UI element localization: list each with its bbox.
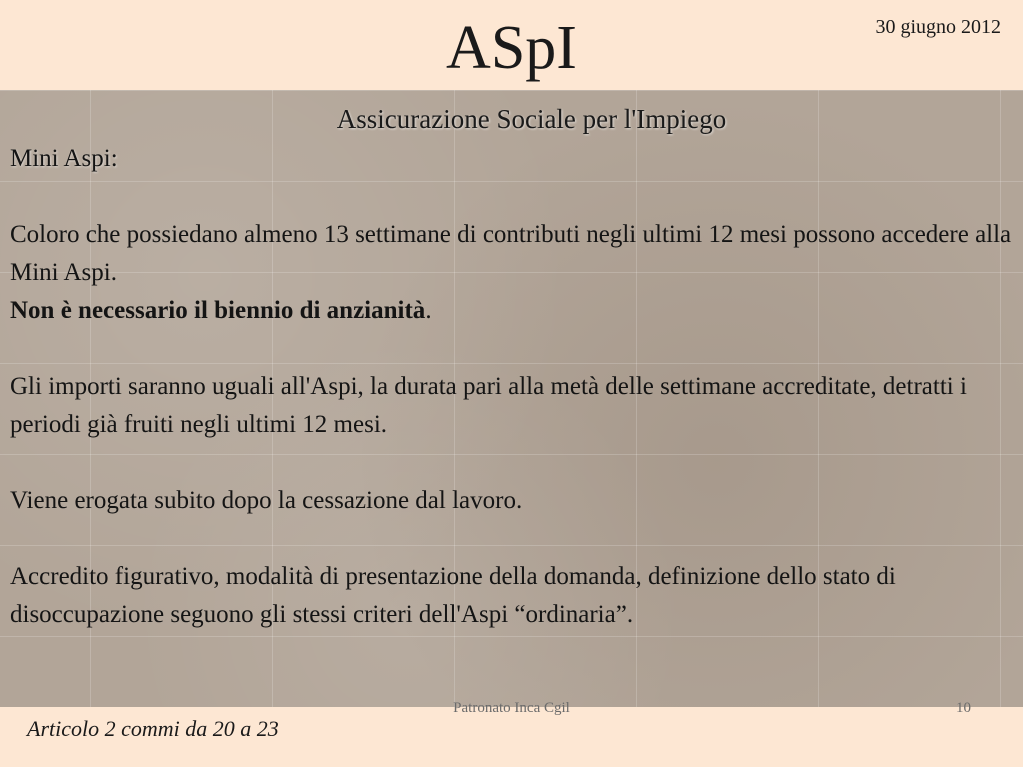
spacer bbox=[10, 520, 1018, 558]
spacer bbox=[10, 444, 1018, 482]
footer-organization: Patronato Inca Cgil bbox=[453, 700, 570, 716]
page-number: 10 bbox=[956, 700, 971, 716]
slide-subtitle: Assicurazione Sociale per l'Impiego bbox=[336, 104, 727, 134]
legal-reference: Articolo 2 commi da 20 a 23 bbox=[27, 716, 279, 741]
slide-content bbox=[10, 140, 1018, 634]
slide-title: ASpI bbox=[446, 14, 577, 82]
slide-date: 30 giugno 2012 bbox=[875, 16, 1001, 38]
spacer bbox=[10, 330, 1018, 368]
paragraph-criteria: Accredito figurativo, modalità di presentazione della domanda, definizione dello stato di disoccupazione seguono gli stessi criteri dell'Aspi “ordinaria”. bbox=[10, 563, 896, 628]
period: . bbox=[425, 297, 432, 324]
paragraph-seniority bbox=[10, 292, 1018, 330]
bold-statement: Non è necessario il biennio di anzianità bbox=[10, 297, 426, 324]
section-heading: Mini Aspi: bbox=[10, 145, 118, 172]
spacer bbox=[10, 178, 1018, 216]
paragraph-eligibility: Coloro che possiedano almeno 13 settimane di contributi negli ultimi 12 mesi possono accedere alla Mini Aspi. bbox=[10, 221, 1012, 286]
paragraph-payment: Viene erogata subito dopo la cessazione dal lavoro. bbox=[10, 487, 523, 514]
paragraph-amounts: Gli importi saranno uguali all'Aspi, la durata pari alla metà delle settimane accreditate, detratti i periodi già fruiti negli ultimi 12 mesi. bbox=[10, 373, 967, 438]
